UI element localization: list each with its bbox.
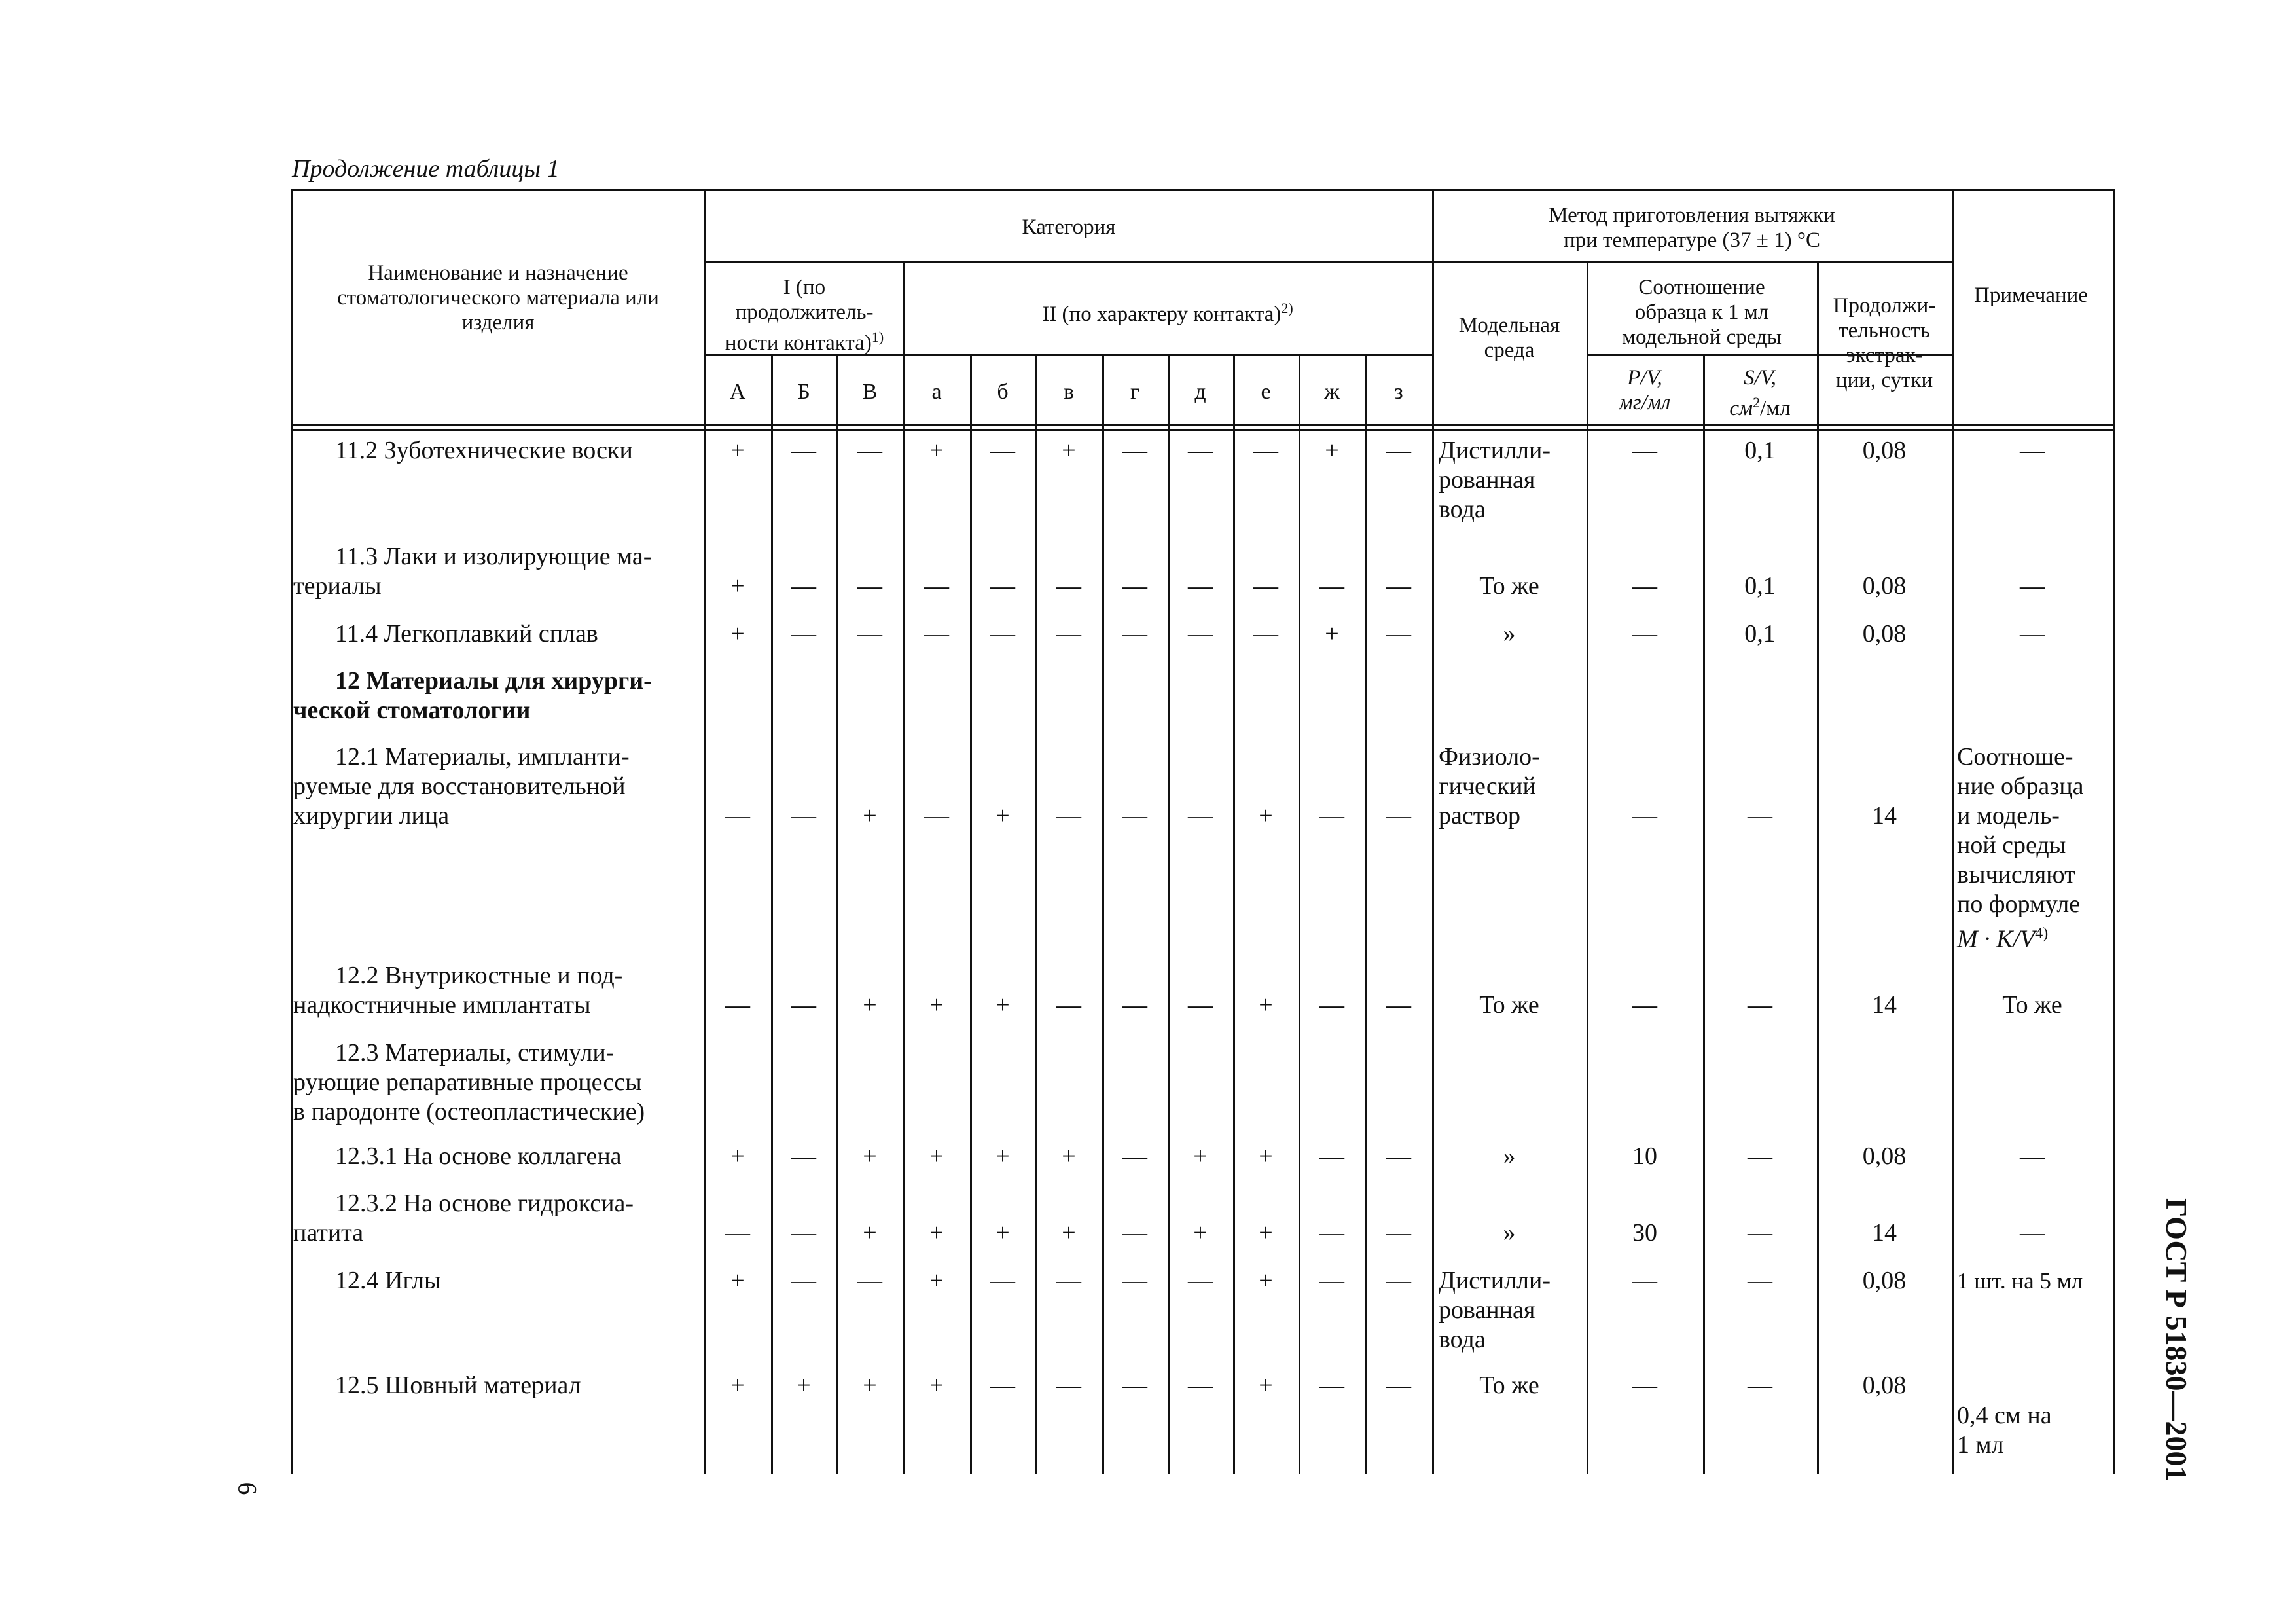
- category-mark: —: [857, 620, 882, 647]
- ratio-pv: —: [1632, 1267, 1657, 1294]
- category-mark: +: [863, 1219, 877, 1247]
- row-name: 11.2 Зуботехнические воски: [335, 437, 633, 464]
- row-note: Соотноше- ние образца и модель- ной среды вычисляют по формуле $M \cdot K/V^{4)}$: [1957, 742, 2108, 955]
- category-mark: —: [857, 1267, 882, 1294]
- category-mark: —: [1319, 802, 1344, 830]
- document-code: ГОСТ Р 51830—2001: [2160, 1198, 2193, 1482]
- row-note: 1 шт. на 5 мл: [1957, 1268, 2083, 1294]
- category-mark: —: [1056, 1372, 1081, 1399]
- model-medium: Дистилли- рованная вода: [1439, 437, 1551, 523]
- category-mark: —: [1386, 802, 1411, 830]
- header-bottom-rule: [291, 424, 2115, 426]
- category-mark: +: [929, 437, 944, 464]
- category-mark: —: [1056, 620, 1081, 647]
- header-letter: з: [1394, 380, 1403, 404]
- category-mark: +: [929, 1372, 944, 1399]
- header-letter: г: [1130, 380, 1139, 404]
- footnote-2-ref: 2): [1281, 300, 1293, 316]
- ratio-pv: —: [1632, 802, 1657, 830]
- category-mark: +: [730, 437, 745, 464]
- category-mark: +: [929, 1219, 944, 1247]
- ratio-sv: 0,1: [1744, 620, 1776, 647]
- header-letter: В: [862, 380, 878, 404]
- column-divider: [1703, 354, 1705, 1474]
- category-mark: +: [863, 1372, 877, 1399]
- category-mark: —: [990, 572, 1015, 600]
- column-divider: [836, 354, 838, 1474]
- category-mark: —: [1188, 802, 1213, 830]
- category-mark: —: [1188, 991, 1213, 1019]
- model-medium: Физиоло- гический раствор: [1439, 743, 1540, 830]
- category-mark: —: [1122, 1219, 1147, 1247]
- category-mark: —: [1386, 1267, 1411, 1294]
- category-mark: —: [1188, 1372, 1213, 1399]
- header-letter: б: [997, 380, 1009, 404]
- row-name: 12.3 Материалы, стимули- рующие репаративные процессы в пародонте (остеопластические): [293, 1039, 645, 1125]
- extraction-duration: 0,08: [1862, 572, 1907, 600]
- category-mark: —: [791, 620, 816, 647]
- extraction-duration: 14: [1872, 802, 1897, 830]
- model-medium: »: [1503, 1219, 1516, 1247]
- row-note: —: [2020, 437, 2045, 464]
- extraction-duration: 14: [1872, 1219, 1897, 1247]
- table-left-border: [291, 189, 293, 1474]
- ratio-sv: 0,1: [1744, 572, 1776, 600]
- category-mark: —: [857, 572, 882, 600]
- category-mark: +: [730, 620, 745, 647]
- category-mark: —: [1319, 1372, 1344, 1399]
- category-mark: —: [1386, 1372, 1411, 1399]
- header-letter: д: [1194, 380, 1206, 404]
- category-mark: —: [924, 620, 949, 647]
- category-mark: +: [730, 1267, 745, 1294]
- extraction-duration: 0,08: [1862, 1372, 1907, 1399]
- category-mark: +: [1259, 1372, 1273, 1399]
- category-mark: —: [1253, 620, 1278, 647]
- ratio-pv: 10: [1632, 1142, 1657, 1170]
- header-method: Метод приготовления вытяжки при температуре (37 ± 1) °С: [1549, 204, 1835, 252]
- category-mark: —: [1188, 437, 1213, 464]
- category-mark: +: [1062, 1219, 1076, 1247]
- category-mark: —: [1056, 572, 1081, 600]
- column-divider: [1233, 354, 1235, 1474]
- category-mark: —: [1188, 620, 1213, 647]
- header-category-2: [903, 296, 1432, 327]
- category-mark: —: [990, 437, 1015, 464]
- category-mark: —: [990, 1372, 1015, 1399]
- header-category-1-text: I (по продолжитель- ности контакта): [725, 276, 874, 355]
- category-mark: +: [929, 991, 944, 1019]
- column-divider: [970, 354, 972, 1474]
- category-mark: +: [730, 1142, 745, 1170]
- ratio-sv: —: [1748, 1267, 1772, 1294]
- model-medium: Дистилли- рованная вода: [1439, 1267, 1551, 1353]
- header-sv-sup: 2: [1753, 394, 1761, 410]
- category-mark: +: [863, 1142, 877, 1170]
- model-medium: То же: [1479, 572, 1539, 600]
- category-mark: +: [1193, 1219, 1208, 1247]
- header-category: Категория: [1022, 215, 1116, 239]
- header-pv: P/V, мг/мл: [1619, 366, 1671, 414]
- header-letter: А: [729, 380, 746, 404]
- note-formula: $M \cdot K/V^{4)}$: [1957, 925, 2049, 953]
- category-mark: +: [929, 1267, 944, 1294]
- category-mark: —: [1386, 1142, 1411, 1170]
- category-mark: +: [1062, 1142, 1076, 1170]
- category-mark: —: [791, 1142, 816, 1170]
- model-medium: »: [1503, 1142, 1516, 1170]
- ratio-pv: —: [1632, 620, 1657, 647]
- ratio-pv: —: [1632, 1372, 1657, 1399]
- row-name: 12.2 Внутрикостные и под- надкостничные имплантаты: [293, 962, 623, 1019]
- category-mark: —: [1319, 1267, 1344, 1294]
- category-mark: —: [990, 1267, 1015, 1294]
- row-name: 11.3 Лаки и изолирующие ма- териалы: [293, 543, 652, 600]
- ratio-sv: —: [1748, 1219, 1772, 1247]
- header-name: Наименование и назначение стоматологического материала или изделия: [337, 261, 659, 335]
- category-mark: —: [791, 437, 816, 464]
- category-mark: +: [1259, 991, 1273, 1019]
- category-mark: —: [1386, 620, 1411, 647]
- category-mark: —: [1188, 1267, 1213, 1294]
- category-mark: +: [1325, 620, 1339, 647]
- ratio-sv: —: [1748, 1372, 1772, 1399]
- category-mark: +: [797, 1372, 811, 1399]
- category-mark: +: [1259, 1219, 1273, 1247]
- category-mark: +: [730, 572, 745, 600]
- column-divider: [1432, 189, 1434, 1474]
- extraction-duration: 0,08: [1862, 1142, 1907, 1170]
- category-mark: —: [1253, 572, 1278, 600]
- category-mark: +: [1325, 437, 1339, 464]
- column-divider: [1299, 354, 1300, 1474]
- section-heading: 12 Материалы для хирурги- ческой стоматологии: [293, 667, 652, 724]
- column-divider: [1952, 189, 1954, 1474]
- row-note: 0,4 см на 1 мл: [1957, 1402, 2052, 1459]
- category-mark: —: [791, 991, 816, 1019]
- category-mark: —: [1319, 991, 1344, 1019]
- row-note: То же: [2002, 991, 2062, 1019]
- category-mark: +: [1259, 802, 1273, 830]
- category-mark: —: [1386, 991, 1411, 1019]
- category-mark: —: [1122, 802, 1147, 830]
- category-mark: +: [1259, 1267, 1273, 1294]
- header-letter: в: [1063, 380, 1075, 404]
- category-mark: —: [1122, 1267, 1147, 1294]
- extraction-duration: 0,08: [1862, 1267, 1907, 1294]
- header-letter: ж: [1324, 380, 1340, 404]
- category-mark: +: [1062, 437, 1076, 464]
- row-name: 12.1 Материалы, импланти- руемые для восстановительной хирургии лица: [293, 743, 630, 830]
- category-mark: +: [730, 1372, 745, 1399]
- category-mark: —: [1319, 572, 1344, 600]
- category-mark: —: [1386, 572, 1411, 600]
- category-mark: +: [1193, 1142, 1208, 1170]
- ratio-pv: 30: [1632, 1219, 1657, 1247]
- ratio-sv: —: [1748, 991, 1772, 1019]
- category-mark: —: [791, 1219, 816, 1247]
- category-mark: —: [725, 802, 750, 830]
- header-letter: а: [931, 380, 942, 404]
- page-number: 6: [232, 1482, 262, 1495]
- category-mark: —: [1386, 1219, 1411, 1247]
- header-divider: [704, 261, 1954, 263]
- row-name: 12.3.1 На основе коллагена: [335, 1142, 622, 1170]
- category-mark: —: [1122, 1372, 1147, 1399]
- category-mark: +: [1259, 1142, 1273, 1170]
- header-medium: Модельная среда: [1458, 314, 1560, 362]
- header-bottom-rule: [291, 429, 2115, 431]
- category-mark: —: [725, 1219, 750, 1247]
- header-ratio: Соотношение образца к 1 мл модельной среды: [1622, 276, 1782, 349]
- category-mark: —: [924, 802, 949, 830]
- row-note: —: [2020, 1142, 2045, 1170]
- row-name: 12.3.2 На основе гидроксиа- патита: [293, 1190, 634, 1247]
- category-mark: —: [924, 572, 949, 600]
- category-mark: —: [725, 991, 750, 1019]
- row-note: —: [2020, 620, 2045, 647]
- table-top-border: [291, 189, 2115, 191]
- column-divider: [1035, 354, 1037, 1474]
- category-mark: —: [990, 620, 1015, 647]
- row-name: 11.4 Легкоплавкий сплав: [335, 620, 598, 647]
- category-mark: —: [1122, 991, 1147, 1019]
- category-mark: +: [863, 991, 877, 1019]
- header-category-2-text: II (по характеру контакта): [1042, 302, 1282, 326]
- category-mark: +: [996, 802, 1010, 830]
- column-divider: [771, 354, 773, 1474]
- category-mark: —: [1122, 1142, 1147, 1170]
- category-mark: +: [996, 991, 1010, 1019]
- column-divider: [1365, 354, 1367, 1474]
- category-mark: —: [1188, 572, 1213, 600]
- footnote-1-ref: 1): [871, 329, 884, 345]
- category-mark: —: [1056, 1267, 1081, 1294]
- category-mark: —: [1122, 572, 1147, 600]
- table-caption: Продолжение таблицы 1: [292, 155, 560, 183]
- category-mark: —: [857, 437, 882, 464]
- category-mark: +: [996, 1219, 1010, 1247]
- category-mark: —: [1319, 1219, 1344, 1247]
- extraction-duration: 0,08: [1862, 437, 1907, 464]
- category-mark: —: [1056, 802, 1081, 830]
- category-mark: —: [791, 802, 816, 830]
- row-name: 12.4 Иглы: [335, 1267, 441, 1294]
- header-sv-unit: /мл: [1760, 397, 1791, 420]
- ratio-pv: —: [1632, 991, 1657, 1019]
- header-letter: Б: [797, 380, 810, 404]
- model-medium: То же: [1479, 991, 1539, 1019]
- category-mark: +: [996, 1142, 1010, 1170]
- ratio-pv: —: [1632, 572, 1657, 600]
- extraction-duration: 0,08: [1862, 620, 1907, 647]
- model-medium: То же: [1479, 1372, 1539, 1399]
- category-mark: —: [1253, 437, 1278, 464]
- ratio-pv: —: [1632, 437, 1657, 464]
- table-right-border: [2113, 189, 2115, 1474]
- header-sv-text: S/V, см: [1729, 366, 1776, 420]
- header-category-1: [706, 275, 903, 356]
- header-sv: [1703, 365, 1817, 421]
- row-name: 12.5 Шовный материал: [335, 1372, 581, 1399]
- category-mark: —: [791, 1267, 816, 1294]
- header-note: Примечание: [1974, 283, 2088, 307]
- category-mark: +: [929, 1142, 944, 1170]
- column-divider: [1168, 354, 1170, 1474]
- header-duration: Продолжи- тельность экстрак- ции, сутки: [1833, 294, 1936, 392]
- category-mark: +: [863, 802, 877, 830]
- row-note: —: [2020, 1219, 2045, 1247]
- ratio-sv: —: [1748, 802, 1772, 830]
- row-note: —: [2020, 572, 2045, 600]
- category-mark: —: [1386, 437, 1411, 464]
- ratio-sv: —: [1748, 1142, 1772, 1170]
- footnote-4-ref: 4): [2035, 925, 2049, 942]
- category-mark: —: [791, 572, 816, 600]
- category-mark: —: [1319, 1142, 1344, 1170]
- category-mark: —: [1056, 991, 1081, 1019]
- model-medium: »: [1503, 620, 1516, 647]
- ratio-sv: 0,1: [1744, 437, 1776, 464]
- column-divider: [1102, 354, 1104, 1474]
- extraction-duration: 14: [1872, 991, 1897, 1019]
- category-mark: —: [1122, 620, 1147, 647]
- header-letter: е: [1261, 380, 1271, 404]
- category-mark: —: [1122, 437, 1147, 464]
